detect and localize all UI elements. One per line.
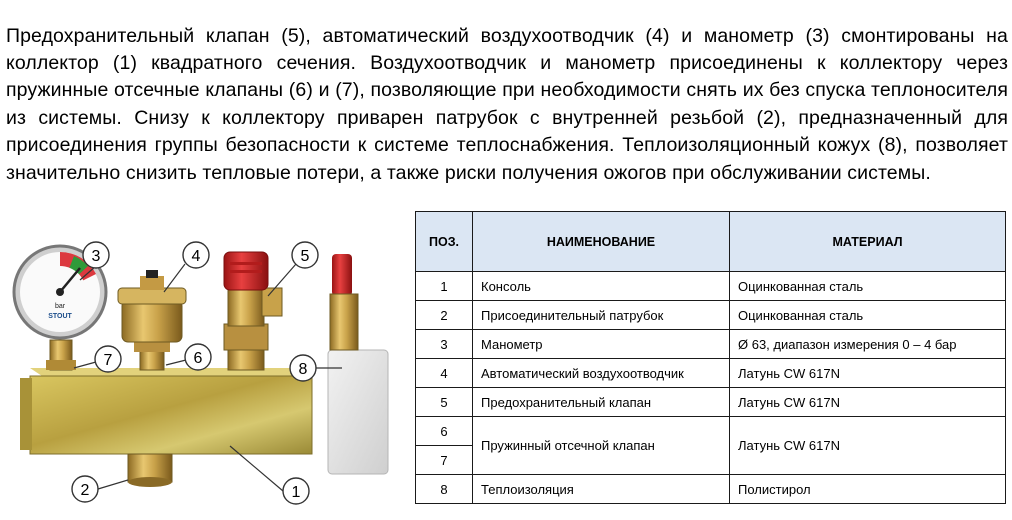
cell-name: Предохранительный клапан [473,388,730,417]
table-row [416,417,1006,446]
cell-material: Латунь CW 617N [730,359,1006,388]
cell-material: Полистирол [730,475,1006,504]
cell-position: 1 [416,272,473,301]
insulation-shell [328,254,388,474]
cell-material: Латунь CW 617N [730,388,1006,417]
callout-2 [72,476,128,502]
cell-name: Консоль [473,272,730,301]
callout-7-label: 7 [103,352,113,369]
callout-1 [230,446,309,504]
cell-position: 3 [416,330,473,359]
safety-group-figure [0,200,412,520]
callout-5 [268,242,318,296]
gauge-brand-label: STOUT [48,313,72,320]
specification-table [415,211,1006,504]
cell-name: Пружинный отсечной клапан [473,417,730,475]
cell-name: Автоматический воздухоотводчик [473,359,730,388]
table-row [416,272,1006,301]
header-name: НАИМЕНОВАНИЕ [473,212,730,272]
header-position: ПОЗ. [416,212,473,272]
callout-8-label: 8 [298,361,308,378]
cell-position: 8 [416,475,473,504]
cell-material: Оцинкованная сталь [730,272,1006,301]
cell-position: 5 [416,388,473,417]
callout-5-label: 5 [300,248,310,265]
callout-4-label: 4 [191,248,201,265]
air-vent [118,270,186,370]
table-row [416,475,1006,504]
callout-6 [166,344,211,370]
table-row [416,330,1006,359]
cell-position: 4 [416,359,473,388]
table-row [416,301,1006,330]
cell-position: 2 [416,301,473,330]
table-row [416,359,1006,388]
cell-material: Оцинкованная сталь [730,301,1006,330]
cell-material: Ø 63, диапазон измерения 0 – 4 бар [730,330,1006,359]
callout-4 [164,242,209,292]
callout-3-label: 3 [91,248,101,265]
safety-valve [224,252,282,370]
callout-6-label: 6 [193,350,203,367]
cell-position: 7 [416,446,473,475]
cell-name: Присоединительный патрубок [473,301,730,330]
collector-body [20,368,312,487]
description-paragraph: Предохранительный клапан (5), автоматический воздухоотводчик (4) и манометр (3) смонтированы на коллектор (1) квадратного сечения. Воздухоотводчик и манометр присоединены к коллектору через пружинные отсечные клапаны (6) и (7), позволяющие при необходимости снять их без спуска теплоносителя из системы. Снизу к коллектору приварен патрубок с внутренней резьбой (2), предназначенный для присоединения группы безопасности к системе теплоснабжения. Теплоизоляционный кожух (8), позволяет значительно снизить тепловые потери, а также риски получения ожогов при обслуживании системы. [6,24,1008,184]
callout-1-label: 1 [291,484,301,501]
cell-name: Теплоизоляция [473,475,730,504]
cell-material: Латунь CW 617N [730,417,1006,475]
table-row [416,388,1006,417]
cell-name: Манометр [473,330,730,359]
gauge-unit-label: bar [54,303,66,310]
callout-2-label: 2 [80,482,90,499]
cell-position: 6 [416,417,473,446]
table-header-row [416,212,1006,272]
header-material: МАТЕРИАЛ [730,212,1006,272]
